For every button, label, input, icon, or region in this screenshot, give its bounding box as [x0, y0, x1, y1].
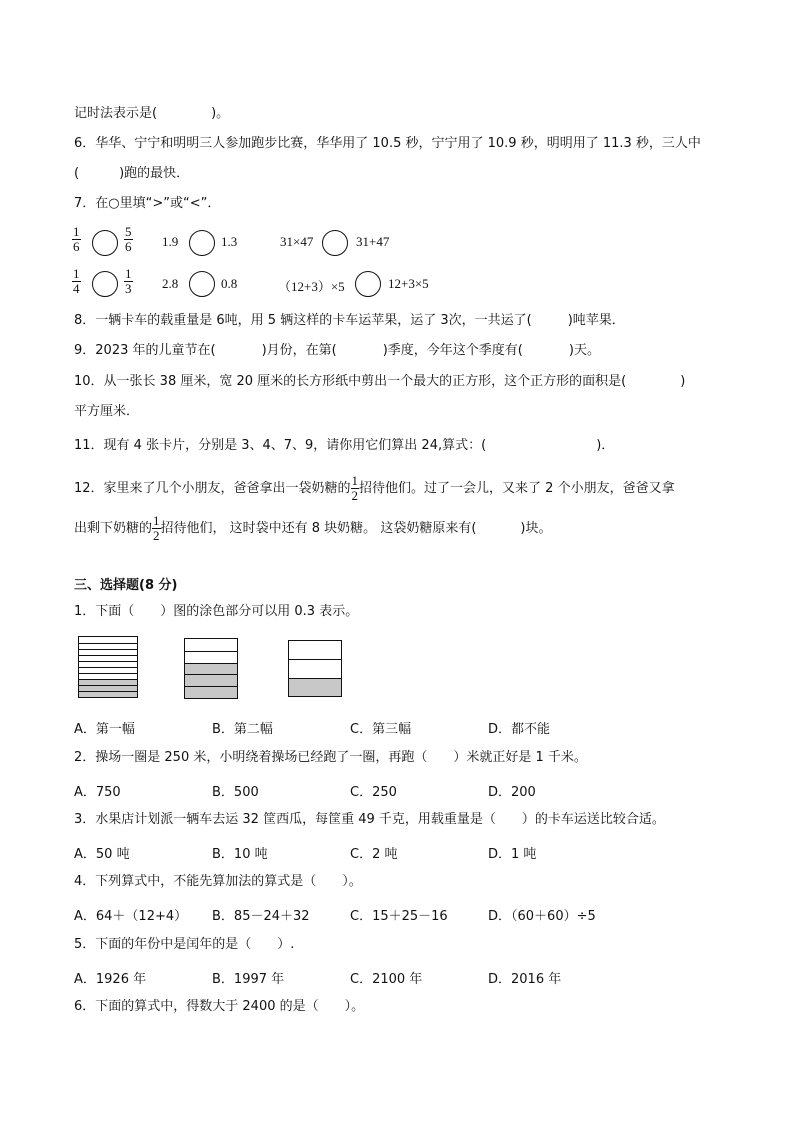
shaded-region [79, 679, 137, 697]
fraction-numerator: 1 [153, 513, 160, 528]
c1-question: 1．下面（ ）图的涂色部分可以用 0.3 表示。 [74, 604, 359, 619]
q6-paren-open: ( [74, 166, 80, 181]
q6-line1: 6．华华、宁宁和明明三人参加跑步比赛，华华用了 10.5 秒，宁宁用了 10.9 秒，明明用了 11.3 秒，三人中 [74, 136, 701, 151]
q12-text-4: 招待他们， 这时袋中还有 8 块奶糖。 这袋奶糖原来有( [160, 521, 477, 536]
fraction-numerator: 1 [73, 266, 80, 281]
c4-option-d[interactable]: D．（60＋60）÷5 [488, 909, 596, 924]
c5-option-d[interactable]: D．2016 年 [488, 972, 562, 987]
q9 [74, 343, 600, 359]
strip-divider [79, 661, 137, 662]
q9-text-2: )月份，在第( [261, 343, 337, 358]
q12-end: )块。 [520, 521, 552, 536]
q6-line2-end: )跑的最快． [119, 166, 190, 181]
c4-option-b[interactable]: B．85－24＋32 [212, 909, 310, 924]
compare-circle[interactable] [322, 230, 348, 256]
strip-divider [79, 667, 137, 668]
fraction [124, 267, 133, 296]
fraction-denominator: 6 [125, 239, 132, 254]
q9-text-4: )天。 [568, 343, 600, 358]
q11-text: 11．现有 4 张卡片，分别是 3、4、7、9，请你用它们算出 24,算式：( [74, 438, 487, 453]
compare-circle[interactable] [92, 271, 118, 297]
strip-divider [79, 643, 137, 644]
c3-question: 3．水果店计划派一辆车去运 32 筐西瓜，每筐重 49 千克，用载重量是（ ）的卡车运送比较合适。 [74, 812, 665, 827]
figure-third [288, 640, 342, 697]
strip-divider [79, 691, 137, 692]
q10-close: ) [680, 374, 686, 389]
compare-right: 0.8 [221, 276, 238, 291]
c5-option-b[interactable]: B．1997 年 [212, 972, 285, 987]
strip-divider [79, 655, 137, 656]
q5-tail-end: )。 [211, 106, 230, 121]
c2-option-b[interactable]: B．500 [212, 785, 259, 800]
strip-divider [289, 678, 341, 679]
q5-tail-text: 记时法表示是( [74, 106, 158, 121]
fraction-denominator: 4 [73, 281, 80, 296]
fraction-denominator: 3 [125, 281, 132, 296]
q5-tail [74, 106, 229, 122]
fraction-denominator: 6 [73, 239, 80, 254]
shaded-region [185, 663, 237, 698]
q12-text-1: 12．家里来了几个小朋友，爸爸拿出一袋奶糖的 [74, 481, 351, 496]
strip-divider [289, 659, 341, 660]
c4-question: 4．下列算式中，不能先算加法的算式是（ ）。 [74, 874, 362, 889]
compare-circle[interactable] [355, 271, 381, 297]
c5-option-a[interactable]: A．1926 年 [74, 972, 147, 987]
compare-left: 2.8 [162, 276, 179, 291]
q11-end: )． [596, 438, 615, 453]
q12-text-3: 出剩下奶糖的 [74, 521, 153, 536]
c5-question: 5．下面的年份中是闰年的是（ ）. [74, 937, 295, 952]
q12-line1 [74, 474, 675, 503]
q6-line2 [74, 166, 189, 182]
c5-option-c[interactable]: C．2100 年 [350, 972, 423, 987]
compare-left: （12+3）×5 [278, 279, 345, 294]
fraction [152, 514, 161, 543]
q8 [74, 313, 625, 329]
fraction-numerator: 1 [125, 266, 132, 281]
fraction [72, 267, 81, 296]
compare-circle[interactable] [92, 230, 118, 256]
strip-divider [79, 685, 137, 686]
q12-line2 [74, 514, 551, 543]
figure-second [184, 638, 238, 699]
shaded-region [289, 678, 341, 696]
strip-divider [185, 663, 237, 664]
fraction-denominator: 2 [153, 528, 160, 543]
fraction-denominator: 2 [351, 488, 359, 503]
c1-option-b[interactable]: B．第二幅 [212, 722, 273, 737]
compare-right: 12+3×5 [388, 276, 429, 291]
q7-instruction: 7．在○里填“>”或“<”． [74, 196, 221, 211]
q8-end: )吨苹果． [567, 313, 625, 328]
c3-option-d[interactable]: D．1 吨 [488, 847, 537, 862]
q10-line2: 平方厘米． [74, 404, 140, 419]
c2-question: 2．操场一圈是 250 米，小明绕着操场已经跑了一圈，再跑（ ）米就正好是 1 千米。 [74, 750, 587, 765]
fraction-numerator: 1 [351, 473, 359, 488]
compare-circle[interactable] [189, 230, 215, 256]
compare-circle[interactable] [189, 271, 215, 297]
fraction-numerator: 1 [73, 224, 80, 239]
q10-line1 [74, 374, 685, 390]
strip-divider [185, 674, 237, 675]
c4-option-c[interactable]: C．15＋25－16 [350, 909, 448, 924]
strip-divider [79, 673, 137, 674]
c2-option-c[interactable]: C．250 [350, 785, 397, 800]
compare-right: 31+47 [356, 234, 390, 249]
q9-text-1: 9．2023 年的儿童节在( [74, 343, 216, 358]
strip-divider [185, 651, 237, 652]
c2-option-a[interactable]: A．750 [74, 785, 121, 800]
q8-text: 8．一辆卡车的载重量是 6吨，用 5 辆这样的卡车运苹果，运了 3次，一共运了( [74, 313, 532, 328]
c3-option-b[interactable]: B．10 吨 [212, 847, 268, 862]
section-title: 三、选择题(8 分) [74, 578, 178, 593]
c3-option-c[interactable]: C．2 吨 [350, 847, 398, 862]
c2-option-d[interactable]: D．200 [488, 785, 536, 800]
fraction-numerator: 5 [125, 224, 132, 239]
compare-right: 1.3 [221, 234, 238, 249]
fraction [72, 225, 81, 254]
c6-question: 6．下面的算式中，得数大于 2400 的是（ ）。 [74, 999, 365, 1014]
q12-text-2: 招待他们。过了一会儿，又来了 2 个小朋友，爸爸又拿 [359, 481, 675, 496]
q11 [74, 438, 614, 454]
strip-divider [185, 686, 237, 687]
c1-option-c[interactable]: C．第三幅 [350, 722, 412, 737]
strip-divider [79, 679, 137, 680]
c1-option-d[interactable]: D．都不能 [488, 722, 551, 737]
figure-first [78, 636, 138, 698]
fraction [351, 474, 360, 503]
compare-left: 1.9 [162, 234, 179, 249]
q9-text-3: )季度，今年这个季度有( [382, 343, 523, 358]
strip-divider [79, 649, 137, 650]
c1-option-a[interactable]: A．第一幅 [74, 722, 135, 737]
c3-option-a[interactable]: A．50 吨 [74, 847, 130, 862]
q10-text: 10．从一张长 38 厘米，宽 20 厘米的长方形纸中剪出一个最大的正方形，这个正方形的面积是( [74, 374, 627, 389]
compare-left: 31×47 [280, 234, 314, 249]
fraction [124, 225, 133, 254]
c4-option-a[interactable]: A．64＋（12+4） [74, 909, 188, 924]
